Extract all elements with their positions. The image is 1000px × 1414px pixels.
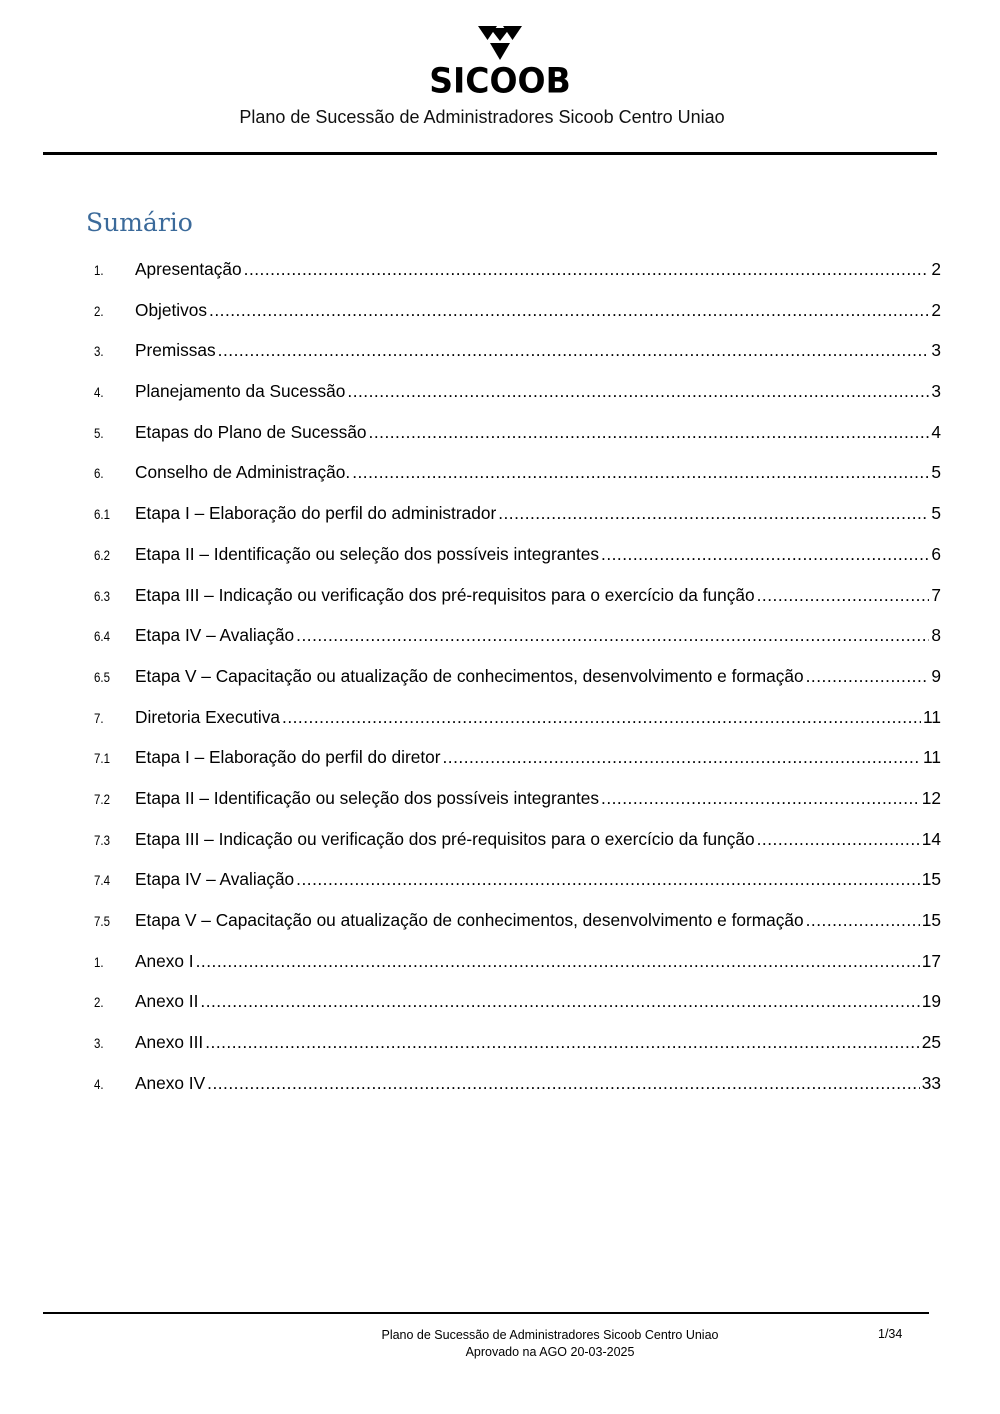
toc-dot-leader xyxy=(282,707,921,728)
toc-entry-page[interactable]: 14 xyxy=(921,828,941,849)
toc-entry[interactable] xyxy=(94,951,941,992)
toc-entry-number: 7.5 xyxy=(94,913,110,929)
toc-dot-leader xyxy=(200,991,919,1012)
toc-entry-page[interactable]: 11 xyxy=(923,747,941,768)
toc-entry-title[interactable]: Apresentação xyxy=(135,259,242,279)
toc-entry-title[interactable]: Etapa II – Identificação ou seleção dos possíveis integrantes xyxy=(135,543,600,564)
toc-entry-number: 1. xyxy=(94,262,104,278)
toc-entry-number: 6.5 xyxy=(94,668,110,685)
toc-entry[interactable] xyxy=(94,544,941,585)
toc-entry-title[interactable]: Etapa II – Identificação ou seleção dos possíveis integrantes xyxy=(135,787,600,808)
toc-entry-number: 6.4 xyxy=(94,628,110,645)
footer-approval: Aprovado na AGO 20-03-2025 xyxy=(465,1345,635,1359)
toc-dot-leader xyxy=(601,788,920,809)
toc-entry-title[interactable]: Etapa I – Elaboração do perfil do diretor xyxy=(135,747,441,768)
toc-entry-page[interactable]: 15 xyxy=(921,869,941,890)
toc-entry-title[interactable]: Anexo I xyxy=(135,950,194,971)
toc-entry-title[interactable]: Diretoria Executiva xyxy=(135,706,281,727)
toc-dot-leader xyxy=(369,422,930,443)
toc-dot-leader xyxy=(806,910,920,931)
toc-entry-page[interactable]: 4 xyxy=(931,421,941,442)
toc-dot-leader xyxy=(218,340,930,361)
toc-entry-title[interactable]: Etapa III – Indicação ou verificação dos pré-requisitos para o exercício da função xyxy=(135,828,755,849)
footer-divider xyxy=(43,1312,929,1314)
toc-entry-number: 4. xyxy=(94,1075,104,1092)
toc-dot-leader xyxy=(207,1073,920,1094)
document-header-title: Plano de Sucessão de Administradores Sicoob Centro Uniao xyxy=(239,107,725,127)
page-indicator: 1/34 xyxy=(878,1327,903,1341)
toc-entry-title[interactable]: Anexo II xyxy=(135,991,199,1012)
toc-dot-leader xyxy=(757,829,920,850)
toc-entry-title[interactable]: Planejamento da Sucessão xyxy=(135,381,346,402)
toc-entry-page[interactable]: 3 xyxy=(931,340,941,361)
toc-dot-leader xyxy=(498,503,929,524)
toc-entry-title[interactable]: Premissas xyxy=(135,340,216,361)
toc-entry[interactable] xyxy=(94,991,941,1032)
toc-dot-leader xyxy=(296,869,920,890)
toc-entry-number: 2. xyxy=(94,302,104,319)
toc-entry-title[interactable]: Etapa III – Indicação ou verificação dos pré-requisitos para o exercício da função xyxy=(135,584,755,605)
toc-dot-leader xyxy=(352,462,929,483)
toc-dot-leader xyxy=(209,300,929,321)
toc-entry-page[interactable]: 5 xyxy=(931,503,941,524)
toc-entry-title[interactable]: Anexo IV xyxy=(135,1072,206,1093)
toc-entry-number: 7.2 xyxy=(94,790,110,807)
toc-entry-title[interactable]: Etapa IV – Avaliação xyxy=(135,869,295,890)
toc-dot-leader xyxy=(205,1032,920,1053)
toc-entry[interactable] xyxy=(94,340,941,381)
toc-dot-leader xyxy=(601,544,929,565)
header-divider xyxy=(43,152,937,155)
sicoob-logo-icon xyxy=(476,24,524,62)
toc-entry-page[interactable]: 3 xyxy=(931,381,941,402)
toc-entry-number: 7.1 xyxy=(94,750,110,767)
toc-entry-title[interactable]: Etapas do Plano de Sucessão xyxy=(135,421,367,442)
toc-entry[interactable] xyxy=(94,503,941,544)
toc-entry[interactable] xyxy=(94,1073,941,1114)
toc-dot-leader xyxy=(806,666,930,687)
toc-entry-title[interactable]: Etapa IV – Avaliação xyxy=(135,625,295,646)
toc-entry-number: 6. xyxy=(94,465,104,482)
footer-title: Plano de Sucessão de Administradores Sicoob Centro Uniao xyxy=(381,1328,719,1342)
toc-entry-page[interactable]: 7 xyxy=(931,584,941,605)
toc-entry[interactable] xyxy=(94,585,941,626)
toc-dot-leader xyxy=(443,747,922,768)
toc-entry-title[interactable]: Conselho de Administração. xyxy=(135,462,351,483)
toc-entry[interactable] xyxy=(94,300,941,341)
toc-dot-leader xyxy=(196,951,920,972)
toc-entry-page[interactable]: 17 xyxy=(921,950,941,971)
toc-dot-leader xyxy=(757,585,930,606)
toc-entry[interactable] xyxy=(94,1032,941,1073)
toc-entry-number: 3. xyxy=(94,1035,104,1052)
toc-entry-number: 7.3 xyxy=(94,831,110,848)
toc-entry-page[interactable]: 8 xyxy=(931,625,941,646)
toc-entry[interactable] xyxy=(94,422,941,463)
toc-entry[interactable] xyxy=(94,747,941,788)
toc-dot-leader xyxy=(244,259,930,280)
toc-entry-page[interactable]: 15 xyxy=(921,910,941,930)
toc-entry-title[interactable]: Etapa I – Elaboração do perfil do administrador xyxy=(135,503,497,524)
toc-entry[interactable] xyxy=(94,788,941,829)
table-of-contents xyxy=(94,259,941,1113)
toc-entry-number: 6.3 xyxy=(94,587,110,604)
toc-entry-page[interactable]: 19 xyxy=(921,991,941,1012)
toc-entry-page[interactable]: 25 xyxy=(921,1032,941,1053)
toc-entry-title[interactable]: Etapa V – Capacitação ou atualização de conhecimentos, desenvolvimento e formação xyxy=(135,665,804,686)
toc-entry-number: 3. xyxy=(94,343,104,360)
toc-entry[interactable] xyxy=(94,259,941,300)
toc-entry[interactable] xyxy=(94,625,941,666)
toc-entry[interactable] xyxy=(94,707,941,748)
toc-entry-number: 6.1 xyxy=(94,506,110,523)
toc-entry-page[interactable]: 9 xyxy=(931,665,941,686)
toc-dot-leader xyxy=(347,381,929,402)
toc-entry[interactable] xyxy=(94,381,941,422)
toc-entry-number: 7.4 xyxy=(94,872,110,889)
toc-entry-page[interactable]: 11 xyxy=(923,706,941,727)
toc-entry-title[interactable]: Anexo III xyxy=(135,1032,204,1053)
toc-entry-number: 7. xyxy=(94,709,104,726)
toc-entry[interactable] xyxy=(94,829,941,870)
toc-entry-number: 4. xyxy=(94,384,104,401)
toc-entry-page[interactable]: 6 xyxy=(931,543,941,564)
toc-entry-page[interactable]: 2 xyxy=(931,299,941,320)
toc-entry-page[interactable]: 33 xyxy=(921,1072,941,1093)
toc-entry-page[interactable]: 5 xyxy=(931,462,941,483)
toc-entry[interactable] xyxy=(94,869,941,910)
toc-entry[interactable] xyxy=(94,462,941,503)
sicoob-logo xyxy=(0,24,1000,101)
toc-entry[interactable] xyxy=(94,666,941,707)
toc-entry-title[interactable]: Etapa V – Capacitação ou atualização de conhecimentos, desenvolvimento e formação xyxy=(135,910,804,930)
toc-entry[interactable] xyxy=(94,910,941,951)
logo-wordmark: SICOOB xyxy=(429,60,571,101)
toc-entry-number: 2. xyxy=(94,994,104,1011)
toc-entry-number: 6.2 xyxy=(94,546,110,563)
toc-heading: Sumário xyxy=(86,208,193,237)
toc-entry-page[interactable]: 2 xyxy=(931,259,941,279)
document-footer xyxy=(320,1327,780,1361)
toc-entry-number: 1. xyxy=(94,953,104,970)
toc-dot-leader xyxy=(296,625,929,646)
toc-entry-title[interactable]: Objetivos xyxy=(135,299,208,320)
toc-entry-number: 5. xyxy=(94,424,104,441)
toc-entry-page[interactable]: 12 xyxy=(921,787,941,808)
